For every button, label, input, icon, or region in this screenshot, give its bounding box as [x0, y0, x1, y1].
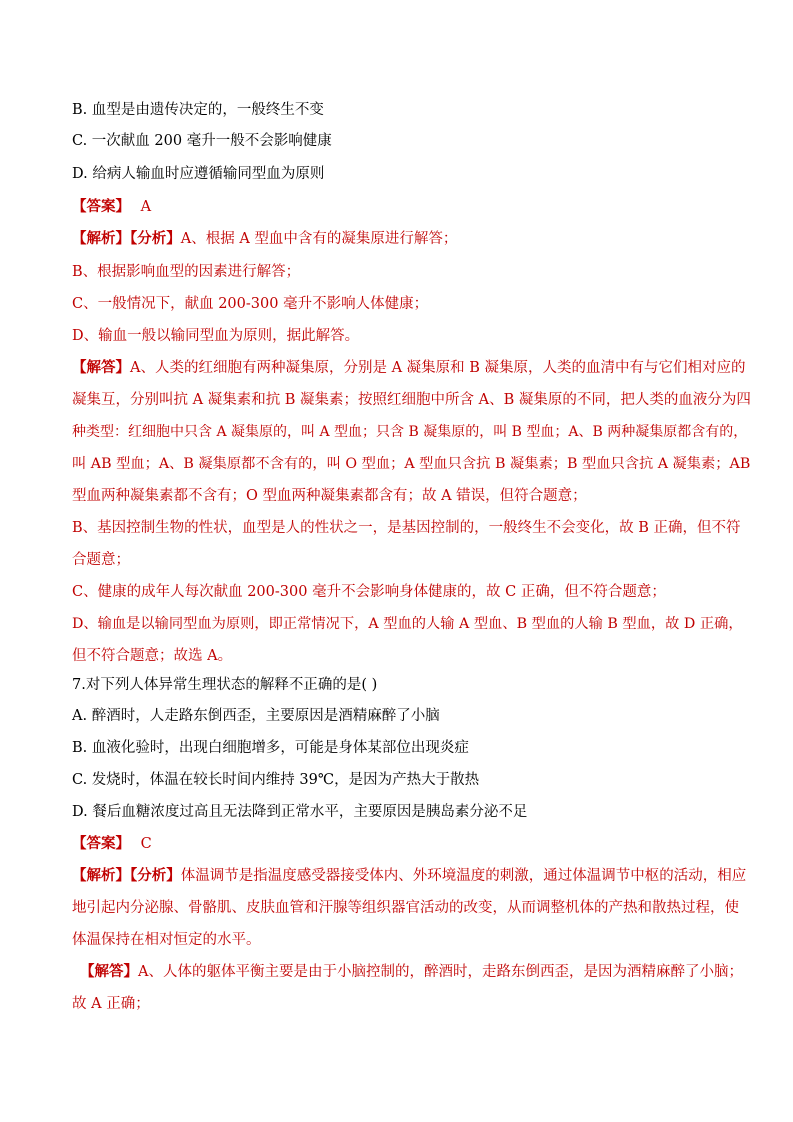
q7-option-d: D. 餐后血糖浓度过高且无法降到正常水平，主要原因是胰岛素分泌不足 [72, 804, 528, 820]
q7-solution-tag: 【解答】 [80, 963, 138, 980]
q6-solution-line: 凝集互，分别叫抗 A 凝集素和抗 B 凝集素；按照红细胞中所含 A、B 凝集原的不同，把人类的血液分为四 [72, 392, 751, 408]
q7-solution-text: A、人体的躯体平衡主要是由于小脑控制的，醉酒时，走路东倒西歪，是因为酒精麻醉了小脑； [138, 964, 743, 980]
q6-solution-line: B、基因控制生物的性状，血型是人的性状之一，是基因控制的，一般终生不会变化，故 B 正确，但不符 [72, 520, 741, 536]
q7-answer [72, 834, 152, 854]
q6-solution-line: C、健康的成年人每次献血 200-300 毫升不会影响身体健康的，故 C 正确，但不符合题意； [72, 584, 666, 600]
q6-analysis-text: A、根据 A 型血中含有的凝集原进行解答； [180, 231, 458, 247]
q6-solution-text: A、人类的红细胞有两种凝集原，分别是 A 凝集原和 B 凝集原，人类的血清中有与它们相对应的 [130, 360, 746, 376]
q6-answer-value: A [140, 199, 152, 215]
q6-analysis-line [72, 229, 457, 249]
q6-analysis-tag: 【解析】【分析】 [72, 230, 181, 247]
q6-solution-line: 叫 AB 型血；A、B 凝集原都不含有的，叫 O 型血；A 型血只含抗 B 凝集素；B 型血只含抗 A 凝集素；AB [72, 456, 751, 472]
q7-analysis-text: 体温调节是指温度感受器接受体内、外环境温度的刺激，通过体温调节中枢的活动，相应 [180, 868, 747, 884]
q6-option-c: C. 一次献血 200 毫升一般不会影响健康 [72, 133, 332, 149]
q7-analysis-line: 体温保持在相对恒定的水平。 [72, 932, 261, 948]
q6-answer [72, 197, 151, 217]
q6-analysis-line: C、一般情况下，献血 200-300 毫升不影响人体健康； [72, 296, 429, 312]
q7-answer-tag: 【答案】 [72, 835, 130, 852]
q6-answer-tag: 【答案】 [72, 198, 130, 215]
q7-solution-line [80, 962, 743, 982]
q7-solution-line: 故 A 正确； [72, 996, 150, 1012]
q6-solution-line [72, 358, 746, 378]
q7-option-c: C. 发烧时，体温在较长时间内维持 39℃，是因为产热大于散热 [72, 772, 480, 788]
q7-option-a: A. 醉酒时，人走路东倒西歪，主要原因是酒精麻醉了小脑 [72, 708, 440, 724]
q7-stem: 7.对下列人体异常生理状态的解释不正确的是( ) [72, 677, 378, 693]
q6-analysis-line: D、输血一般以输同型血为原则，据此解答。 [72, 328, 360, 344]
q6-option-d: D. 给病人输血时应遵循输同型血为原则 [72, 166, 325, 182]
q6-solution-line: D、输血是以输同型血为原则，即正常情况下，A 型血的人输 A 型血、B 型血的人输 B 型血，故 D 正确， [72, 616, 743, 632]
q6-solution-line: 合题意； [72, 552, 130, 568]
q6-option-b: B. 血型是由遗传决定的，一般终生不变 [72, 102, 324, 118]
q7-analysis-line: 地引起内分泌腺、骨骼肌、皮肤血管和汗腺等组织器官活动的改变，从而调整机体的产热和散热过程，使 [72, 900, 739, 916]
q6-solution-line: 型血两种凝集素都不含有；O 型血两种凝集素都含有；故 A 错误，但符合题意； [72, 488, 587, 504]
q7-option-b: B. 血液化验时，出现白细胞增多，可能是身体某部位出现炎症 [72, 740, 469, 756]
q7-analysis-line [72, 866, 746, 886]
q6-solution-line: 但不符合题意；故选 A。 [72, 648, 233, 664]
q7-analysis-tag: 【解析】【分析】 [72, 867, 181, 884]
q6-solution-tag: 【解答】 [72, 359, 130, 376]
q7-answer-value: C [140, 836, 152, 852]
q6-solution-line: 种类型：红细胞中只含 A 凝集原的，叫 A 型血；只含 B 凝集原的，叫 B 型血；A、B 两种凝集原都含有的， [72, 424, 748, 440]
q6-analysis-line: B、根据影响血型的因素进行解答； [72, 264, 301, 280]
